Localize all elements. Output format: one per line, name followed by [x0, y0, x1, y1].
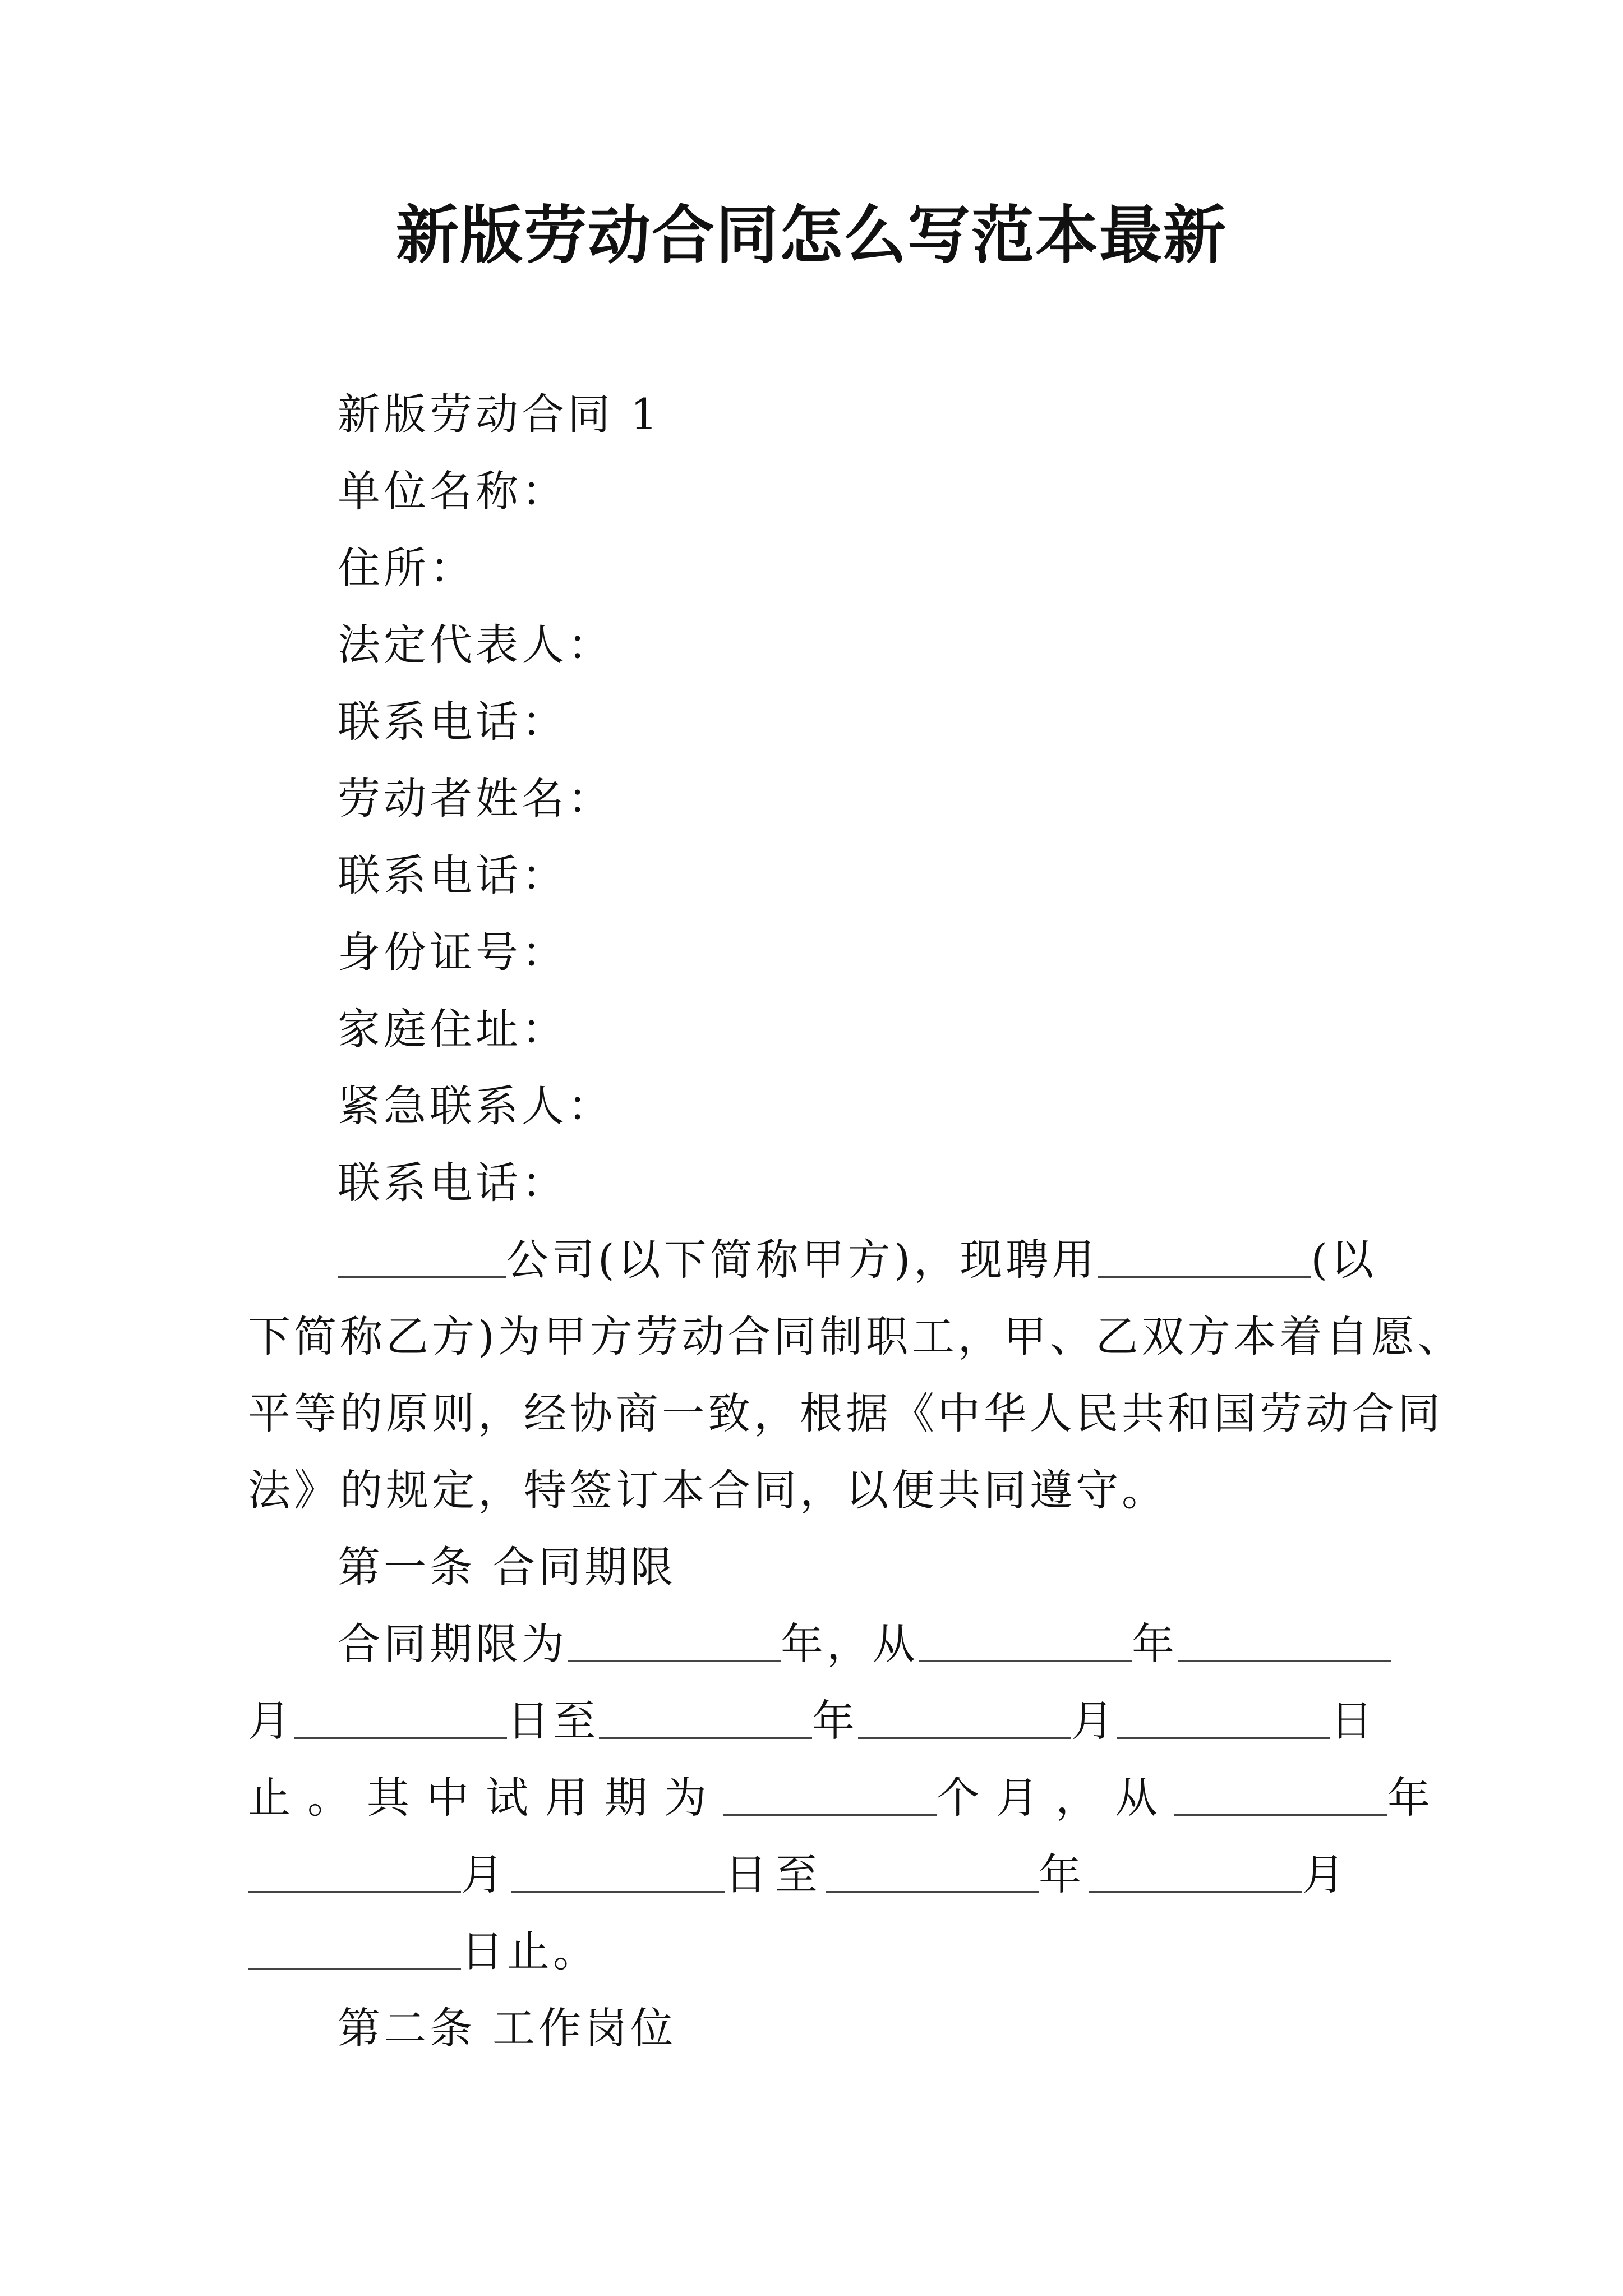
blank-line	[1178, 1621, 1391, 1662]
document-title: 新版劳动合同怎么写范本最新	[396, 199, 1227, 272]
preamble-line-4: 法》的规定，特签订本合同，以便共同遵守。	[248, 1465, 1168, 1515]
blank-line	[568, 1621, 781, 1662]
field-legal-representative: 法定代表人：	[338, 620, 614, 670]
field-worker-name: 劳动者姓名：	[338, 774, 614, 823]
article-text: 止。其中试用期为	[248, 1773, 723, 1823]
blank-line	[338, 1237, 506, 1278]
document-body	[248, 376, 1464, 2067]
article-text: 月	[1302, 1849, 1353, 1899]
article-1-line-4	[248, 1836, 1392, 1913]
blank-line	[723, 1775, 937, 1816]
article-text: 日至	[725, 1849, 826, 1899]
article-text: 月	[461, 1849, 511, 1899]
article-text: 年	[1132, 1619, 1178, 1669]
article-text: 年，从	[781, 1619, 919, 1669]
blank-line	[248, 1852, 461, 1893]
preamble-line-2: 下简称乙方)为甲方劳动合同制职工，甲、乙双方本着自愿、	[248, 1312, 1464, 1361]
article-2-heading: 第二条 工作岗位	[338, 2003, 677, 2053]
preamble-line-3: 平等的原则，经协商一致，根据《中华人民共和国劳动合同	[248, 1388, 1444, 1438]
article-text: 年	[1039, 1849, 1089, 1899]
article-text: 合同期限为	[338, 1619, 568, 1669]
article-text: 日止。	[461, 1926, 599, 1976]
blank-line	[1174, 1775, 1387, 1816]
blank-line	[826, 1852, 1039, 1893]
field-company-name: 单位名称：	[338, 466, 568, 516]
field-address: 住所：	[338, 543, 476, 593]
article-text: 年	[1387, 1773, 1447, 1823]
blank-line	[599, 1698, 812, 1739]
article-1-line-2	[248, 1682, 1392, 1759]
article-1-line-5	[248, 1913, 1392, 1990]
field-company-phone: 联系电话：	[338, 697, 568, 747]
article-text: 日至	[507, 1696, 599, 1746]
blank-line	[294, 1698, 507, 1739]
blank-line	[858, 1698, 1071, 1739]
field-worker-phone: 联系电话：	[338, 850, 568, 900]
preamble-line-1	[248, 1221, 1392, 1298]
preamble-text: (以	[1311, 1235, 1377, 1285]
article-1-heading: 第一条 合同期限	[338, 1542, 677, 1592]
blank-line	[248, 1929, 461, 1970]
field-emergency-contact: 紧急联系人：	[338, 1081, 614, 1131]
preamble-text: 公司(以下简称甲方)，现聘用	[506, 1235, 1098, 1285]
article-1-line-3	[248, 1759, 1447, 1836]
blank-line	[511, 1852, 725, 1893]
field-id-number: 身份证号：	[338, 927, 568, 977]
field-emergency-phone: 联系电话：	[338, 1158, 568, 1208]
article-text: 月	[248, 1696, 294, 1746]
article-1-line-1	[248, 1605, 1392, 1682]
contract-heading: 新版劳动合同 1	[338, 389, 661, 439]
blank-line	[1098, 1237, 1311, 1278]
article-text: 日	[1330, 1696, 1376, 1746]
article-text: 个月，从	[937, 1773, 1174, 1823]
blank-line	[919, 1621, 1132, 1662]
article-text: 年	[812, 1696, 858, 1746]
blank-line	[1089, 1852, 1302, 1893]
field-home-address: 家庭住址：	[338, 1004, 568, 1054]
article-text: 月	[1071, 1696, 1117, 1746]
blank-line	[1117, 1698, 1330, 1739]
